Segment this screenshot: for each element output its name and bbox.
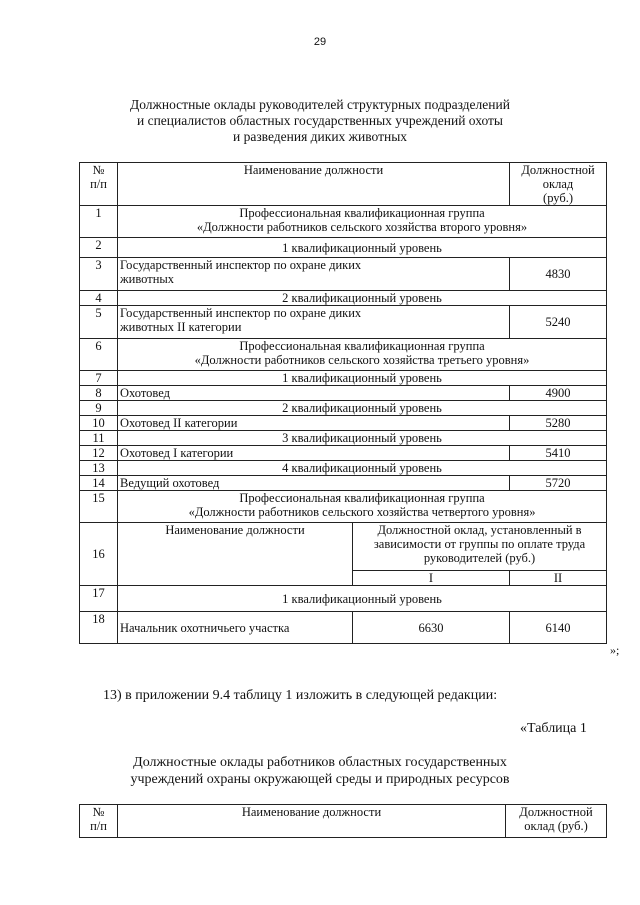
group-title: «Должности работников сельского хозяйства четвертого уровня» [188,505,536,519]
row-num: 18 [80,612,118,644]
table-row [80,306,607,339]
qual-level: 2 квалификационный уровень [118,291,607,306]
row-num: 7 [80,371,118,386]
header-num: п/п [90,177,107,191]
subheader-name: Наименование должности [118,523,353,586]
row-num: 5 [80,306,118,339]
table-row [80,386,607,401]
subheader-salary: руководителей (руб.) [423,551,536,565]
salary-value: 5410 [510,446,607,461]
group-title: «Должности работников сельского хозяйства второго уровня» [196,220,528,234]
qual-level: 4 квалификационный уровень [118,461,607,476]
table-row [80,461,607,476]
qual-level: 2 квалификационный уровень [118,401,607,416]
header-salary: Должностной оклад [521,163,595,191]
table-row [80,339,607,371]
table-row [80,476,607,491]
position-name: Государственный инспектор по охране диких [120,258,362,272]
paragraph-13: 13) в приложении 9.4 таблицу 1 изложить в следующей редакции: [103,688,498,703]
table2 [79,804,607,838]
row-num: 10 [80,416,118,431]
table2-title [0,754,640,788]
subheader-salary: зависимости от группы по оплате труда [373,537,586,551]
table-row [80,491,607,523]
row-num: 3 [80,258,118,291]
qual-level: 3 квалификационный уровень [118,431,607,446]
position-name: Государственный инспектор по охране диких [120,306,362,320]
title-line: и специалистов областных государственных учреждений охоты [136,113,503,128]
page-number: 29 [313,36,327,48]
header-num: п/п [90,819,107,833]
row-num: 4 [80,291,118,306]
salary-value: 6140 [510,612,607,644]
table-label: «Таблица 1 [520,721,587,736]
table-header-row [80,805,607,838]
position-name: Охотовед [118,386,510,401]
table1 [79,162,607,644]
salary-value: 5720 [510,476,607,491]
table-row [80,206,607,238]
qual-level: 1 квалификационный уровень [118,586,607,612]
row-num: 8 [80,386,118,401]
row-num: 14 [80,476,118,491]
table1-title [0,97,640,145]
table-row [80,416,607,431]
title-line: учреждений охраны окружающей среды и природных ресурсов [130,772,510,787]
closing-quote: »; [610,643,620,657]
row-num: 17 [80,586,118,612]
row-num: 9 [80,401,118,416]
header-num: № [92,163,105,177]
salary-value: 4830 [510,258,607,291]
qual-level: 1 квалификационный уровень [118,371,607,386]
header-name: Наименование должности [118,163,510,206]
position-name: Охотовед I категории [118,446,510,461]
table-row [80,401,607,416]
position-name: Начальник охотничьего участка [118,612,353,644]
salary-value: 6630 [353,612,510,644]
group-title: Профессиональная квалификационная группа [239,339,485,353]
table-row [80,371,607,386]
group-title: «Должности работников сельского хозяйства третьего уровня» [194,353,530,367]
row-num: 15 [80,491,118,523]
row-num: 11 [80,431,118,446]
salary-value: 5280 [510,416,607,431]
qual-level: 1 квалификационный уровень [118,238,607,258]
table-row [80,612,607,644]
position-name: Ведущий охотовед [118,476,510,491]
group-i: I [353,571,510,586]
salary-value: 4900 [510,386,607,401]
header-salary: Должностной [519,805,593,819]
row-num: 12 [80,446,118,461]
header-salary: оклад (руб.) [524,819,588,833]
subheader-salary: Должностной оклад, установленный в [377,523,582,537]
row-num: 1 [80,206,118,238]
group-ii: II [510,571,607,586]
header-num: № [92,805,105,819]
row-num: 16 [80,523,118,586]
title-line: и разведения диких животных [232,129,408,144]
group-title: Профессиональная квалификационная группа [239,206,485,220]
table-row [80,446,607,461]
group-title: Профессиональная квалификационная группа [239,491,485,505]
table-row [80,291,607,306]
table-header-row [80,163,607,206]
title-line: Должностные оклады работников областных государственных [133,755,507,770]
row-num: 2 [80,238,118,258]
title-line: Должностные оклады руководителей структурных подразделений [130,97,510,112]
position-name: Охотовед II категории [118,416,510,431]
position-name: животных [120,272,175,286]
position-name: животных II категории [120,320,242,334]
row-num: 13 [80,461,118,476]
row-num: 6 [80,339,118,371]
table-row [80,238,607,258]
salary-value: 5240 [510,306,607,339]
table-row [80,523,607,571]
header-name: Наименование должности [118,805,506,838]
table-row [80,258,607,291]
header-salary: (руб.) [543,191,574,205]
table-row [80,431,607,446]
table-row [80,586,607,612]
